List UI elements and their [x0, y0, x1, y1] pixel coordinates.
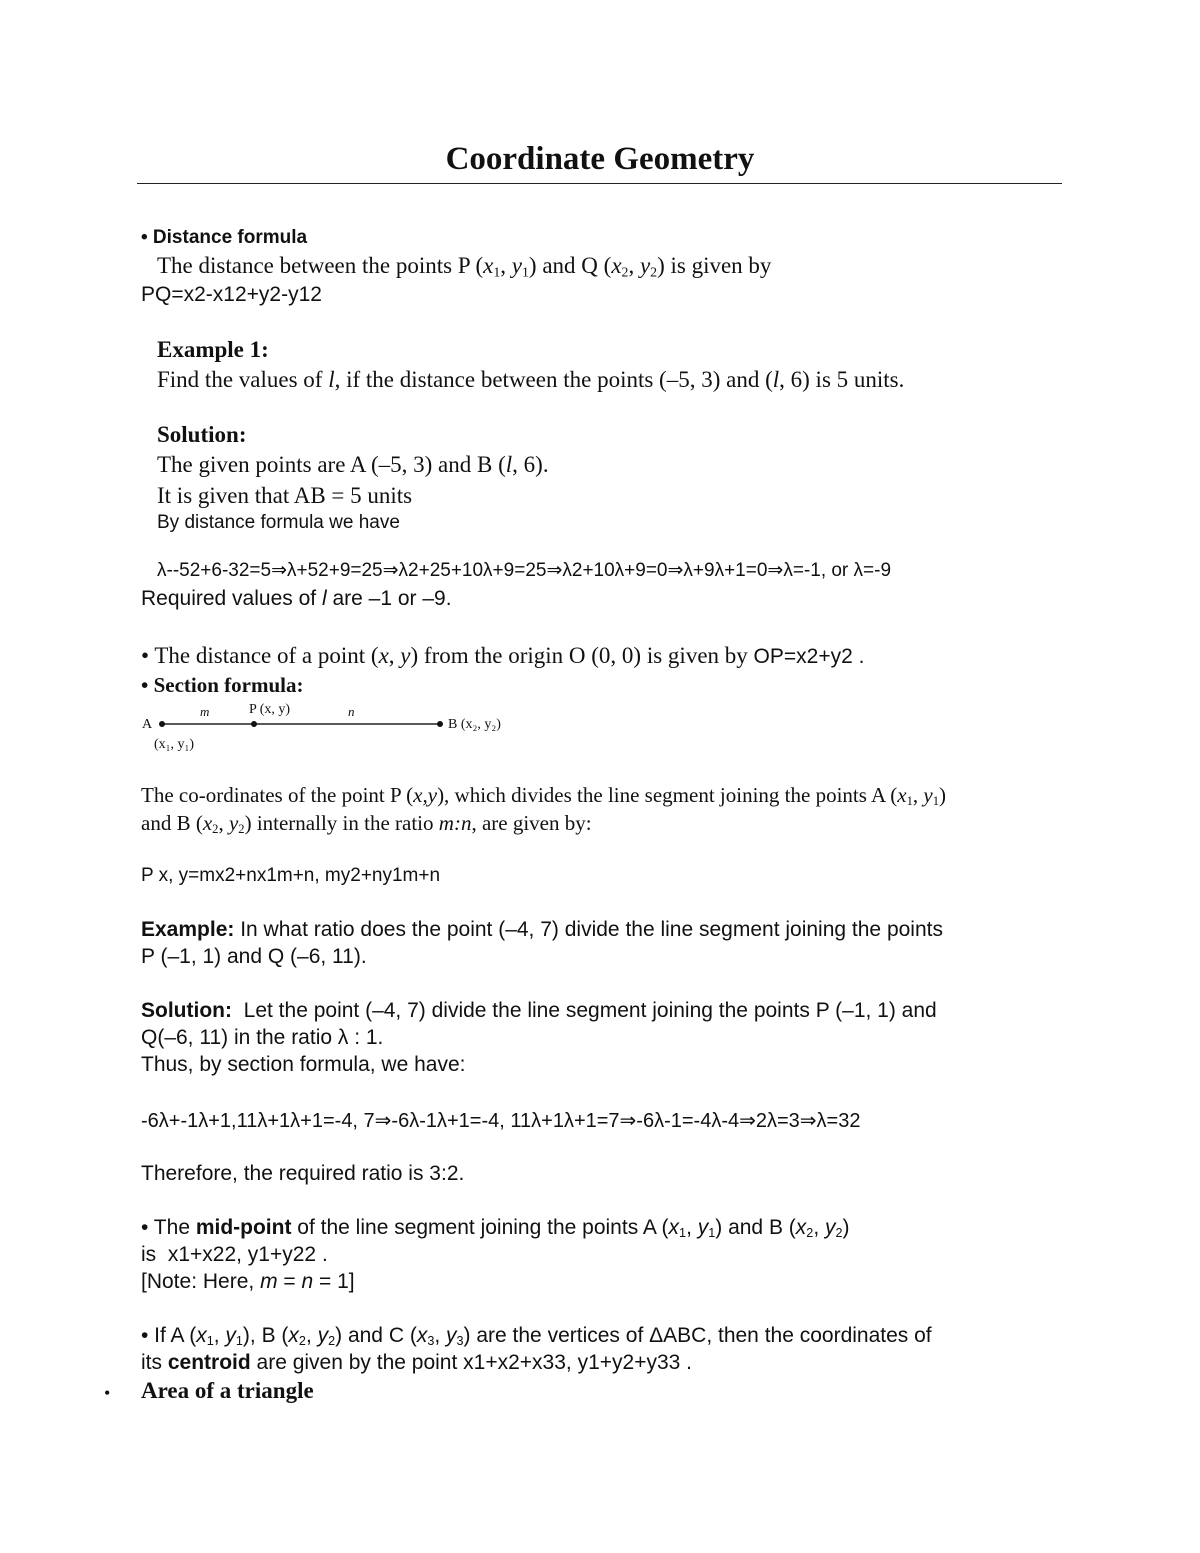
point-a-label: A	[142, 717, 153, 732]
distance-formula-description: The distance between the points P ($x_1$, $y_1$) and Q ($x_2$, $y_2$) is given by	[157, 253, 772, 280]
ratio-m-label: m	[200, 704, 210, 719]
ratio-n-label: n	[348, 704, 355, 719]
page-title: Coordinate Geometry	[445, 141, 755, 177]
origin-distance-line: • The distance of a point (x, y) from the origin O (0, 0) is given by OP=x2+y2 .	[141, 643, 865, 668]
section-formula-diagram	[130, 698, 550, 756]
title-underline	[137, 183, 1062, 184]
centroid-line-2: its centroid are given by the point x1+x2+x33, y1+y2+y33 .	[141, 1351, 692, 1374]
distance-formula-equation: PQ=x2-x12+y2-y12	[141, 283, 322, 306]
solution-1-line-2: It is given that AB = 5 units	[157, 483, 413, 508]
solution-1-line-1: The given points are A (–5, 3) and B (l, 6).	[157, 452, 549, 477]
midpoint-formula: is x1+x22, y1+y22 .	[141, 1243, 328, 1266]
solution-1-heading: Solution:	[157, 422, 247, 447]
distance-formula-heading: • Distance formula	[141, 227, 308, 248]
example-2-solution-line-1: Solution: Let the point (–4, 7) divide the line segment joining the points P (–1, 1) and	[141, 999, 937, 1022]
example-2-question-line-1: Example: In what ratio does the point (–4, 7) divide the line segment joining the points	[141, 918, 943, 941]
solution-1-result: Required values of l are –1 or –9.	[141, 587, 452, 610]
point-a-marker	[159, 721, 165, 727]
point-p-marker	[251, 721, 257, 727]
midpoint-line-1: • The mid-point of the line segment joining the points A ($x_1$, $y_1$) and B ($x_2$, $y_2$)	[141, 1216, 850, 1241]
example-2-solution-line-2: Q(–6, 11) in the ratio λ : 1.	[141, 1026, 384, 1049]
area-bullet: •	[104, 1383, 111, 1403]
point-b-marker	[437, 721, 443, 727]
point-p-label: P (x, y)	[249, 702, 291, 717]
example-2-equation: -6λ+-1λ+1,11λ+1λ+1=-4, 7⇒-6λ-1λ+1=-4, 11λ+1λ+1=7⇒-6λ-1=-4λ-4⇒2λ=3⇒λ=32	[141, 1110, 861, 1132]
solution-1-equation: λ--52+6-32=5⇒λ+52+9=25⇒λ2+25+10λ+9=25⇒λ2+10λ+9=0⇒λ+9λ+1=0⇒λ=-1, or λ=-9	[157, 560, 892, 581]
section-formula-description-1: The co-ordinates of the point P (x,y), which divides the line segment joining the points A ($x_1$, $y_1$)	[141, 783, 947, 809]
point-a-coords: (x₁, y₁)	[154, 737, 195, 752]
section-formula-heading: • Section formula:	[141, 673, 304, 697]
section-formula-equation: P x, y=mx2+nx1m+n, my2+ny1m+n	[141, 865, 441, 886]
area-of-triangle-heading: Area of a triangle	[141, 1378, 314, 1403]
example-2-question-line-2: P (–1, 1) and Q (–6, 11).	[141, 945, 367, 968]
midpoint-note: [Note: Here, m = n = 1]	[141, 1270, 355, 1293]
example-1-question: Find the values of l, if the distance between the points (–5, 3) and (l, 6) is 5 units.	[157, 367, 905, 392]
section-formula-description-2: and B ($x_2$, $y_2$) internally in the ratio m:n, are given by:	[141, 811, 592, 837]
example-1-heading: Example 1:	[157, 337, 269, 362]
example-2-solution-line-3: Thus, by section formula, we have:	[141, 1053, 466, 1076]
point-b-label: B (x₂, y₂)	[448, 717, 501, 732]
solution-1-line-3: By distance formula we have	[157, 512, 400, 533]
centroid-line-1: • If A ($x_1$, $y_1$), B ($x_2$, $y_2$) and C ($x_3$, $y_3$) are the vertices of ΔABC, then the coordinates of	[141, 1324, 932, 1349]
example-2-result: Therefore, the required ratio is 3:2.	[141, 1162, 465, 1185]
